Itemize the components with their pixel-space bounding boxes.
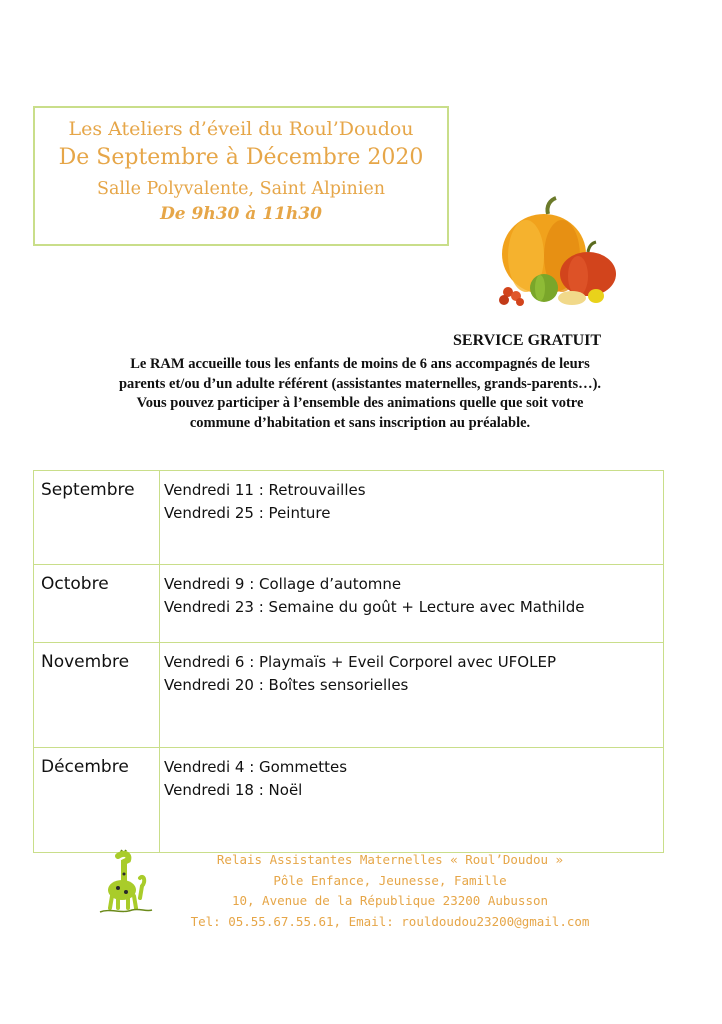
event-item: Vendredi 11 : Retrouvailles [164, 481, 366, 499]
footer-department: Pôle Enfance, Jeunesse, Famille [273, 872, 507, 888]
giraffe-logo [96, 848, 154, 916]
table-row [34, 565, 664, 643]
event-item: Vendredi 18 : Noël [164, 781, 303, 799]
header-hours: De 9h30 à 11h30 [160, 204, 322, 224]
header-dates: De Septembre à Décembre 2020 [58, 145, 424, 170]
events-cell [160, 471, 664, 565]
title-box [33, 106, 449, 246]
intro-line: Vous pouvez participer à l’ensemble des animations quelle que soit votre [136, 395, 584, 411]
event-item: Vendredi 6 : Playmaïs + Eveil Corporel avec UFOLEP [164, 653, 556, 671]
table-row [34, 643, 664, 748]
footer-contact [180, 850, 600, 932]
header-location: Salle Polyvalente, Saint Alpinien [96, 179, 386, 199]
events-cell [160, 643, 664, 748]
event-item: Vendredi 25 : Peinture [164, 504, 331, 522]
intro-paragraph [40, 355, 680, 433]
table-row [34, 748, 664, 853]
footer-address: 10, Avenue de la République 23200 Aubusson [231, 893, 549, 908]
event-item: Vendredi 20 : Boîtes sensorielles [164, 676, 409, 694]
events-cell [160, 748, 664, 853]
intro-line: Le RAM accueille tous les enfants de moins de 6 ans accompagnés de leurs [130, 356, 590, 372]
month-cell: Septembre [34, 471, 160, 565]
footer-org: Relais Assistantes Maternelles « Roul’Doudou » [216, 852, 564, 867]
event-item: Vendredi 23 : Semaine du goût + Lecture avec Mathilde [164, 598, 585, 616]
month-cell: Novembre [34, 643, 160, 748]
month-cell: Octobre [34, 565, 160, 643]
footer-contact-line: Tel: 05.55.67.55.61, Email: rouldoudou23200@gmail.com [190, 913, 590, 929]
schedule-table [33, 470, 664, 853]
header-title: Les Ateliers d’éveil du Roul’Doudou [68, 118, 414, 140]
intro-line: commune d’habitation et sans inscription au préalable. [189, 414, 531, 431]
event-item: Vendredi 9 : Collage d’automne [164, 575, 402, 593]
pumpkins-illustration [496, 196, 624, 308]
month-cell: Décembre [34, 748, 160, 853]
intro-line: parents et/ou d’un adulte référent (assistantes maternelles, grands-parents…). [118, 375, 602, 392]
events-cell [160, 565, 664, 643]
event-item: Vendredi 4 : Gommettes [164, 758, 348, 776]
service-title: SERVICE GRATUIT [453, 332, 602, 349]
table-row [34, 471, 664, 565]
